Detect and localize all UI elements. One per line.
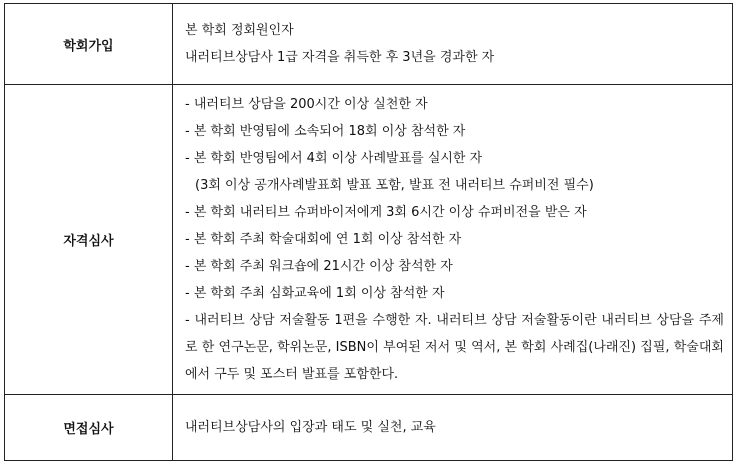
list-item: - 내러티브 상담을 200시간 이상 실천한 자 — [185, 97, 428, 112]
row-label-qualification: 자격심사 — [5, 85, 173, 395]
row-label-membership: 학회가입 — [5, 4, 173, 85]
list-item-note: (3회 이상 공개사례발표회 발표 포함, 발표 전 내러티브 슈퍼비전 필수) — [195, 178, 594, 193]
row-label-interview: 면접심사 — [5, 395, 173, 461]
list-item: - 본 학회 반영팀에 소속되어 18회 이상 참석한 자 — [185, 124, 466, 139]
list-item: - 본 학회 내러티브 슈퍼바이저에게 3회 6시간 이상 슈퍼비전을 받은 자 — [185, 205, 587, 220]
list-item-writing: - 내러티브 상담 저술활동 1편을 수행한 자. 내러티브 상담 저술활동이란 내러티브 상담을 주제로 한 연구논문, 학위논문, ISBN이 부여된 저서 및 역서, 본 학회 사례집(나래진) 집필, 학술대회에서 구두 및 포스터 발표를 포함한다. — [185, 313, 724, 382]
list-item: 내러티브상담사 1급 자격을 취득한 후 3년을 경과한 자 — [185, 50, 495, 65]
list-item: - 본 학회 주최 학술대회에 연 1회 이상 참석한 자 — [185, 232, 462, 247]
row-content-interview — [173, 395, 733, 461]
table-row-interview — [5, 395, 733, 461]
list-item: - 본 학회 주최 워크숍에 21시간 이상 참석한 자 — [185, 259, 453, 274]
list-item: 내러티브상담사의 입장과 태도 및 실천, 교육 — [185, 420, 436, 435]
list-item: 본 학회 정회원인자 — [185, 23, 294, 38]
list-item: - 본 학회 주최 심화교육에 1회 이상 참석한 자 — [185, 286, 445, 301]
list-item: - 본 학회 반영팀에서 4회 이상 사례발표를 실시한 자 — [185, 151, 483, 166]
table-row-qualification — [5, 85, 733, 395]
table-row-membership — [5, 4, 733, 85]
row-content-membership — [173, 4, 733, 85]
row-content-qualification — [173, 85, 733, 395]
requirements-table — [4, 3, 733, 461]
